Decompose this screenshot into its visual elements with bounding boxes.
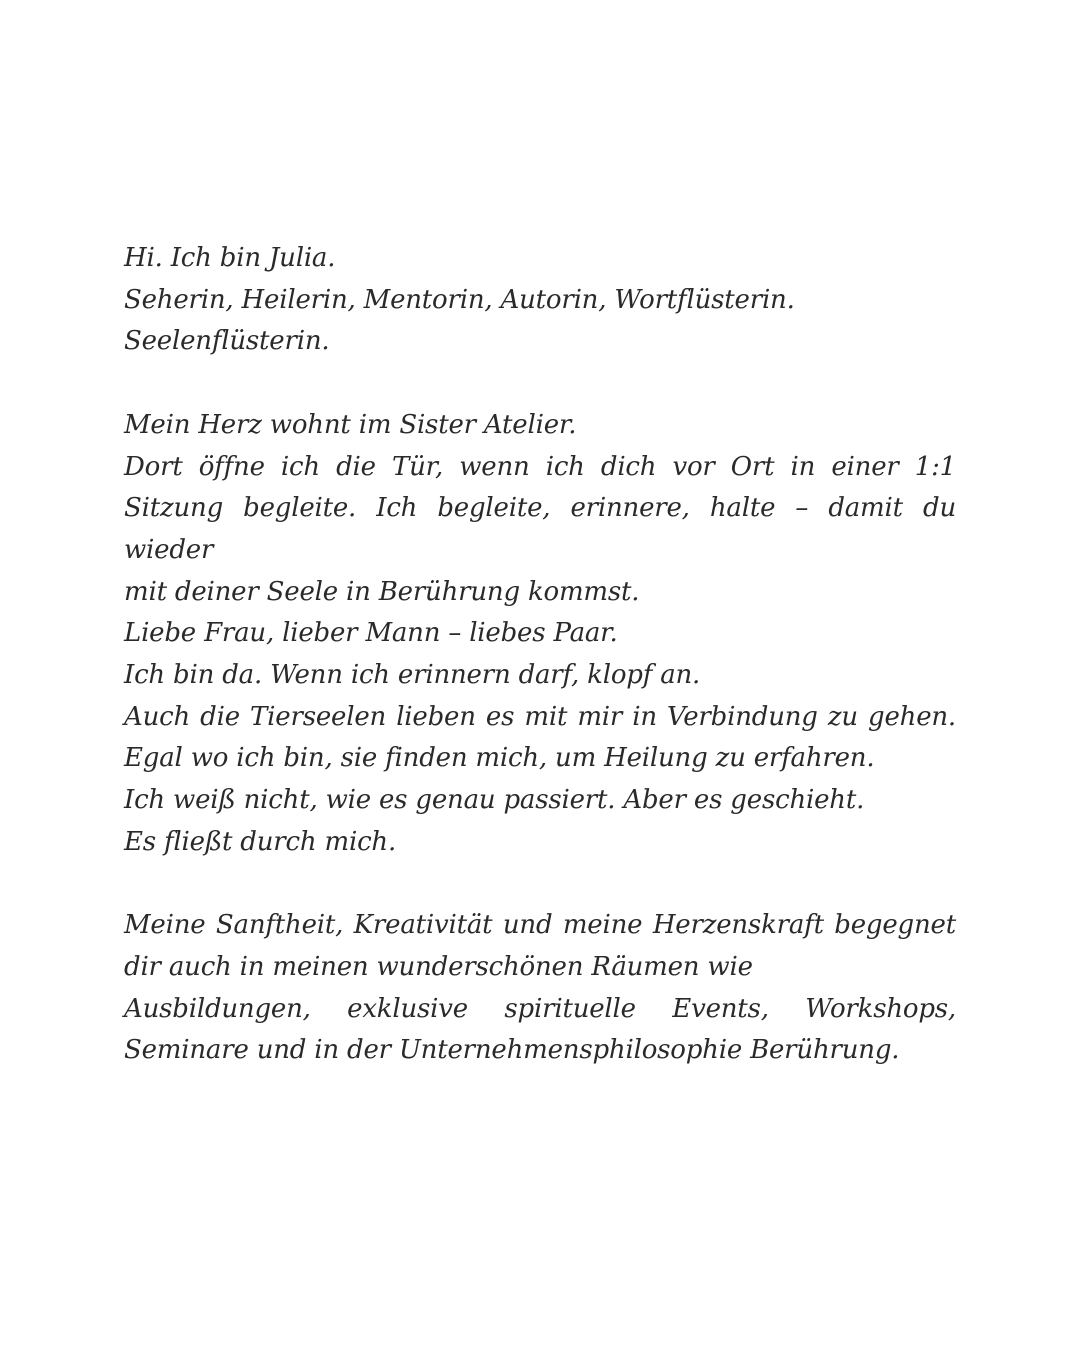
atelier-line: Liebe Frau, lieber Mann – liebes Paar. (124, 618, 618, 649)
atelier-paragraph (124, 405, 956, 864)
atelier-line: Sitzung begleite. Ich begleite, erinnere, halte – damit du wieder (124, 493, 956, 565)
about-text (124, 238, 956, 1114)
atelier-line: mit deiner Seele in Berührung kommst. (124, 576, 640, 607)
atelier-line: Es fließt durch mich. (124, 826, 397, 857)
roles-line: Seherin, Heilerin, Mentorin, Autorin, Wortflüsterin. (124, 284, 795, 315)
intro-paragraph (124, 238, 956, 363)
atelier-line: Dort öffne ich die Tür, wenn ich dich vor Ort in einer 1:1 (124, 451, 956, 482)
atelier-line: Auch die Tierseelen lieben es mit mir in Verbindung zu gehen. (124, 701, 956, 732)
closing-line: Seminare und in der Unternehmensphilosophie Berührung. (124, 1035, 900, 1066)
closing-paragraph (124, 905, 956, 1072)
atelier-line: Egal wo ich bin, sie finden mich, um Heilung zu erfahren. (124, 743, 875, 774)
greeting-line: Hi. Ich bin Julia. (124, 243, 336, 273)
role-last-line: Seelenflüsterin. (124, 326, 330, 357)
atelier-line: Ich weiß nicht, wie es genau passiert. Aber es geschieht. (124, 785, 865, 816)
atelier-line: Mein Herz wohnt im Sister Atelier. (124, 409, 577, 440)
closing-line: Ausbildungen, exklusive spirituelle Events, Workshops, (124, 993, 956, 1024)
atelier-line: Ich bin da. Wenn ich erinnern darf, klopf an. (124, 660, 701, 691)
closing-line: dir auch in meinen wunderschönen Räumen wie (124, 951, 753, 982)
closing-line: Meine Sanftheit, Kreativität und meine Herzenskraft begegnet (124, 910, 956, 941)
